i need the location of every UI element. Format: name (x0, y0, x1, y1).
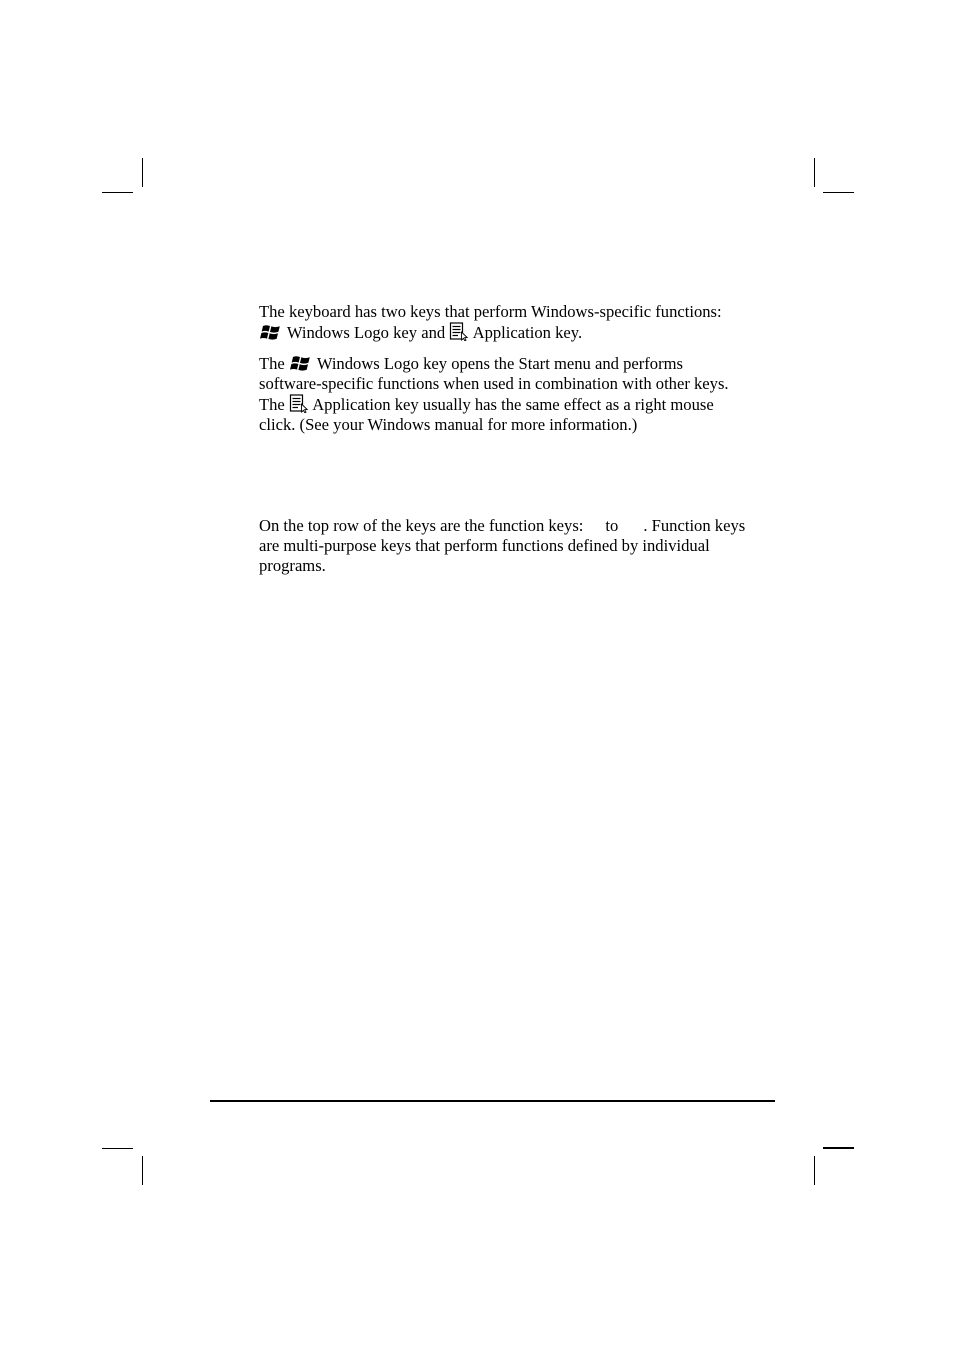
windows-keys-intro-paragraph (259, 302, 779, 342)
crop-mark-top-left-v (142, 158, 143, 187)
function-keys-line-3: programs. (259, 556, 326, 576)
windows-logo-icon (289, 355, 313, 372)
crop-mark-top-right-h (823, 192, 854, 193)
crop-mark-bottom-left-h (102, 1148, 133, 1149)
intro-application-key-text: Application key. (472, 323, 583, 343)
crop-mark-top-right-v (814, 158, 815, 187)
intro-line-2 (259, 322, 779, 342)
crop-mark-bottom-left-v (142, 1156, 143, 1185)
application-key-icon (449, 322, 469, 341)
detail-line-1 (259, 354, 779, 374)
detail-line-1-lead: The (259, 354, 285, 373)
function-keys-to: to (605, 516, 619, 535)
detail-line-2: software-specific functions when used in combination with other keys. (259, 374, 729, 394)
detail-line-1-rest: Windows Logo key opens the Start menu and performs (316, 354, 683, 373)
detail-line-4: click. (See your Windows manual for more information.) (259, 414, 638, 434)
crop-mark-bottom-right-h (823, 1147, 854, 1149)
intro-windows-logo-text: Windows Logo key and (286, 323, 446, 343)
windows-logo-icon (259, 324, 283, 341)
function-keys-tail: . Function keys (643, 516, 746, 535)
footer-rule (210, 1100, 775, 1102)
crop-mark-bottom-right-v (814, 1156, 815, 1185)
windows-keys-detail-paragraph (259, 354, 779, 435)
detail-line-3-rest: Application key usually has the same effect as a right mouse (312, 395, 714, 415)
function-keys-paragraph (259, 516, 779, 577)
function-keys-line-1 (259, 516, 779, 536)
detail-line-3 (259, 394, 779, 414)
intro-line-1: The keyboard has two keys that perform Windows-specific functions: (259, 302, 722, 321)
crop-mark-top-left-h (102, 192, 133, 193)
application-key-icon (289, 394, 309, 413)
function-keys-line-2: are multi-purpose keys that perform functions defined by individual (259, 536, 710, 556)
detail-line-3-lead: The (259, 395, 285, 415)
function-keys-lead: On the top row of the keys are the function keys: (259, 516, 584, 535)
